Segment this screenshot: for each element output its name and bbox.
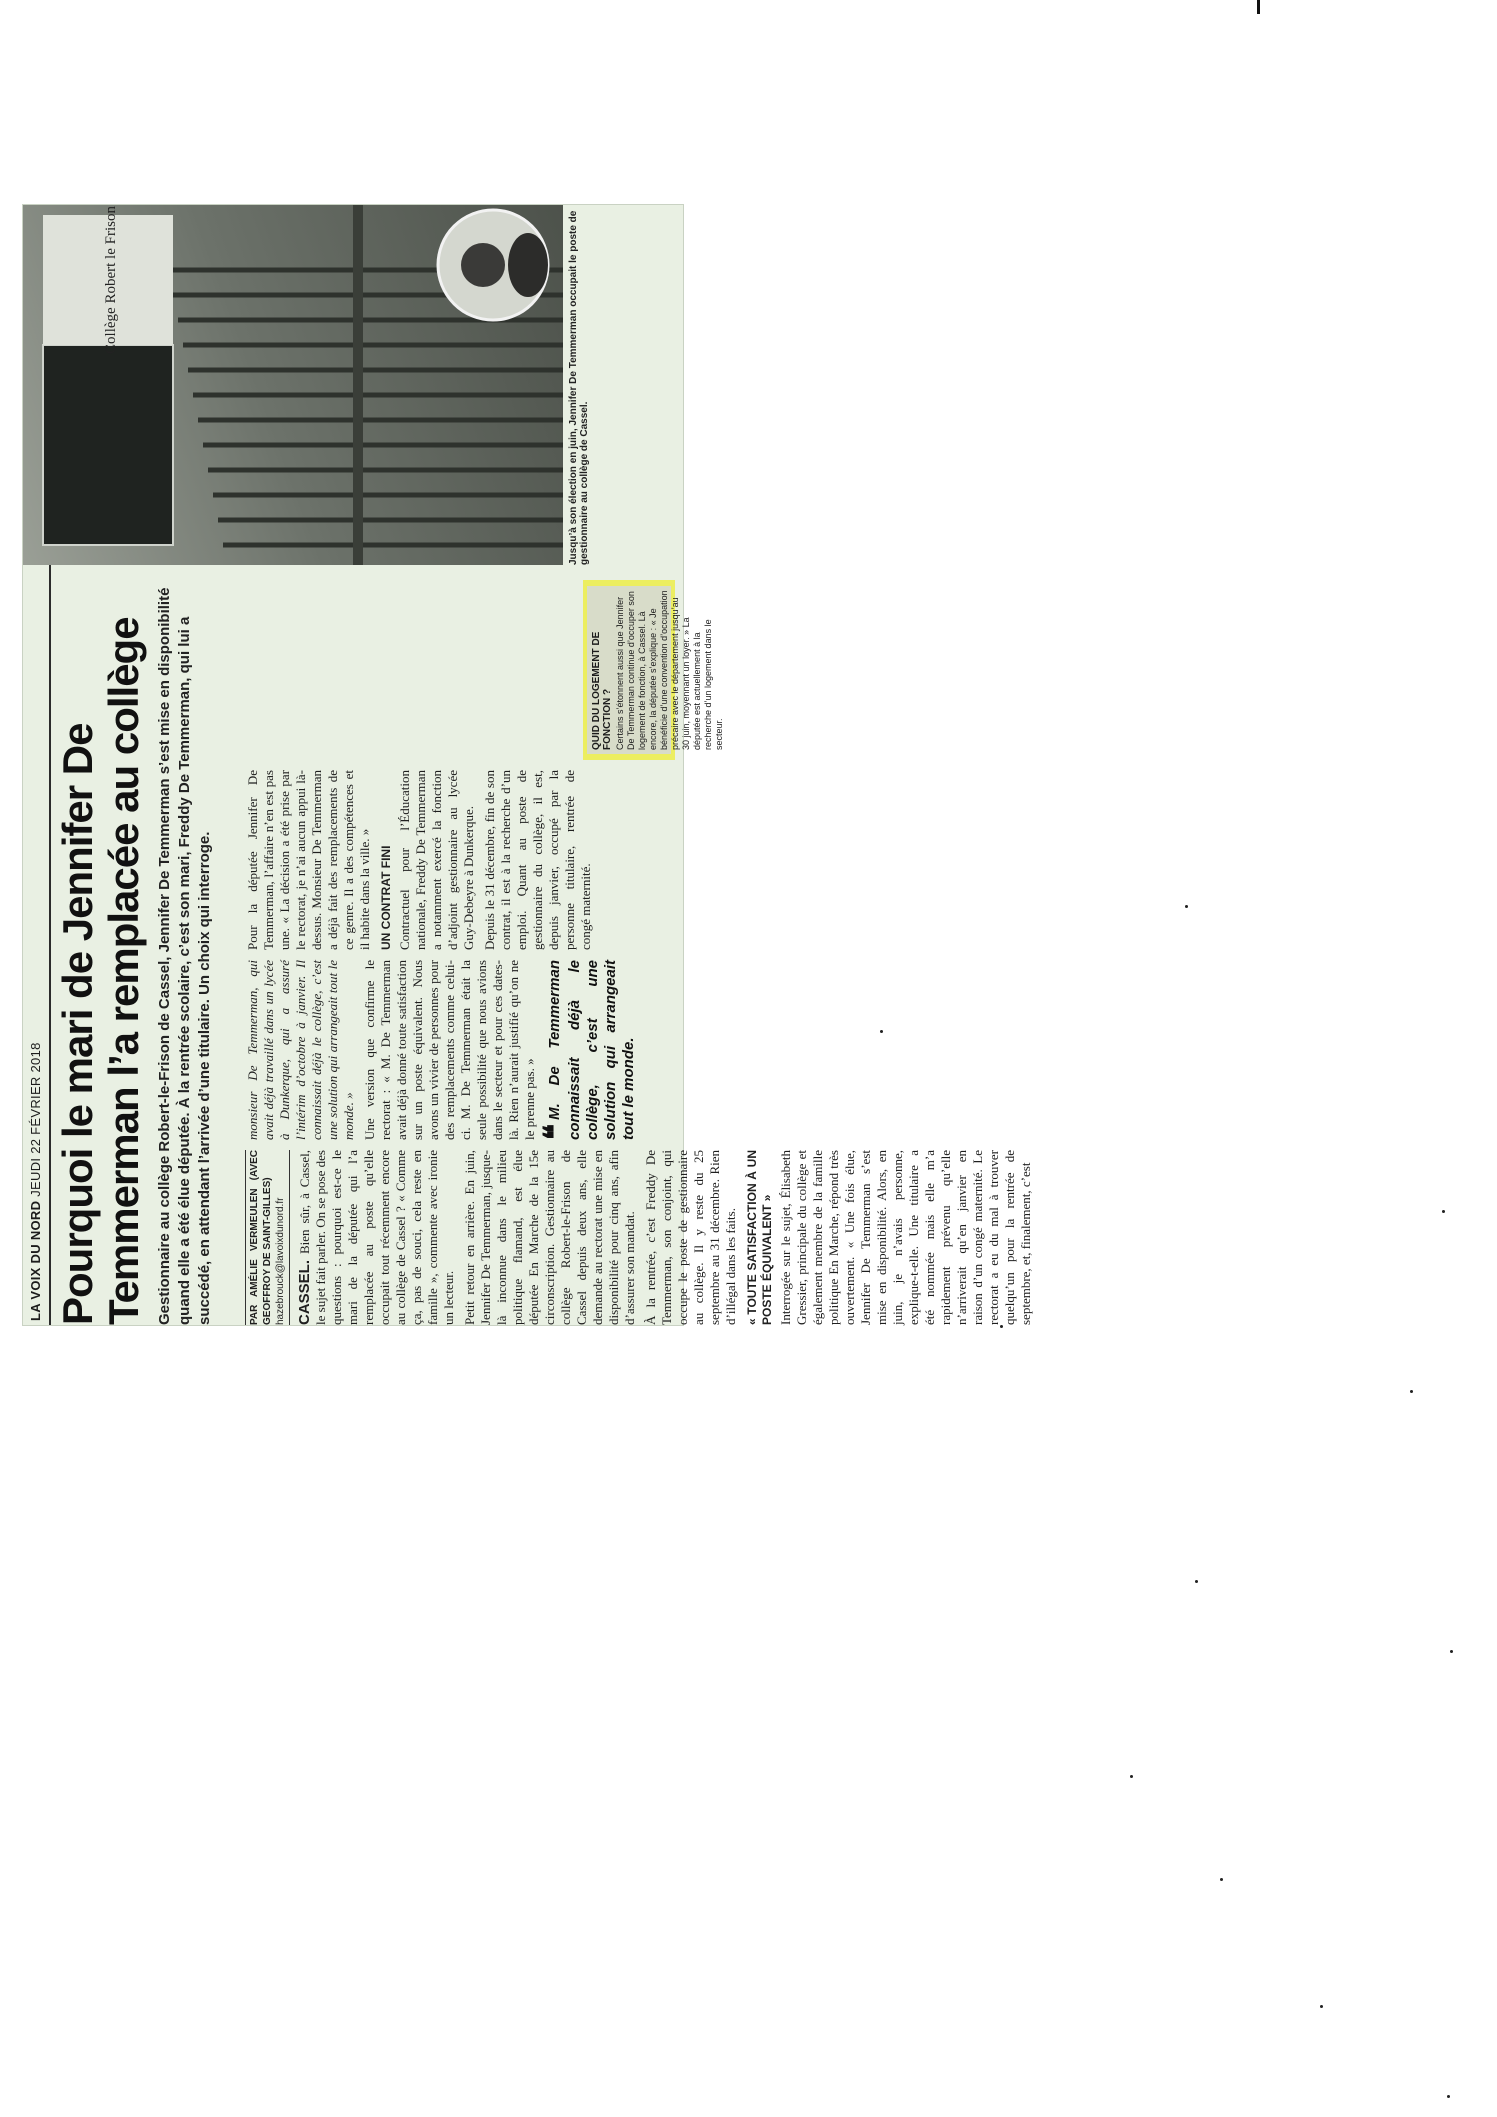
paragraph-text: Bien sûr, à Cassel, le sujet fait parler. On se pose des questions : pourquoi est-ce le mari de la députée qui l’a remplacée au poste qu’elle occupait tout récemment encore au collège de Cassel ? « Comme ça, pas de souci, cela reste en famille », commente avec ironie un lecteur. [297,1150,456,1325]
paragraph: À la rentrée, c’est Freddy De Temmerman, son conjoint, qui occupe le poste de gestionnaire au collège. Il y reste du 25 septembre au 31 décembre. Rien d’illégal dans les faits. [643,1150,738,1325]
sidebar-title: QUID DU LOGEMENT DE FONCTION ? [591,631,613,750]
paragraph: Petit retour en arrière. En juin, Jennifer De Temmerman, jusque-là inconnue dans le milieu politique flamand, est élue députée En Marche de la 15e circonscription. Gestionnaire au collège Robert-le-Frison de Cassel depuis deux ans, elle demande au rectorat une mise en disponibilité pour cinq ans, afin d’assurer son mandat. [462,1150,637,1325]
byline-author: PAR AMÉLIE VERMEULEN [249,1188,260,1325]
article-photo [23,205,563,565]
byline-email: hazebrouck@lavoixdunord.fr [275,1197,286,1325]
scan-speck [1442,1210,1445,1213]
scan-speck [1000,1325,1003,1328]
pull-quote-text: M. De Temmerman connaissait déjà le collège, c’est une solution qui arrangeait tout le monde. [546,960,637,1140]
photo-caption: Jusqu’à son élection en juin, Jennifer De Temmerman occupait le poste de gestionnaire au collège de Cassel. [568,210,590,565]
photo-sign-text: Collège Robert le Frison [103,206,119,354]
scan-speck [1195,1580,1198,1583]
paragraph [296,1150,457,1325]
paragraph: Depuis le 31 décembre, fin de son contrat, il est à la recherche d’un emploi. Quant au poste de gestionnaire du collège, il est, depuis janvier, occupé par la personne titulaire, rentrée de congé maternité. [482,770,593,950]
sidebar-box-inner [587,586,724,754]
newspaper-clipping [23,205,1033,1325]
issue-date: JEUDI 22 FÉVRIER 2018 [28,1042,43,1197]
scan-speck [880,1030,883,1033]
scan-speck [1410,1390,1413,1393]
paragraph: Contractuel pour l’Éducation nationale, Freddy De Temmerman a notamment exercé la fonction d’adjoint gestionnaire au lycée Guy-Debeyre à Dunkerque. [397,770,476,950]
scan-speck [1220,1878,1223,1881]
scan-speck [1130,1775,1133,1778]
scan-speck [1185,905,1188,908]
paragraph: monsieur De Temmerman, qui avait déjà travaillé dans un lycée à Dunkerque, qui a assuré l’intérim d’octobre à janvier. Il connaissait déjà le collège, c’est une solution qui arrangeait tout le monde. » [245,960,356,1140]
byline-with: (AVEC GEOFFROY DE SAINT-GILLES) [249,1149,273,1325]
article-lead: Gestionnaire au collège Robert-le-Frison de Cassel, Jennifer De Temmerman s’est mise en disponibilité quand elle a été élue députée. À la rentrée scolaire, c’est son mari, Freddy De Temmerman, qui lui a succédé, en attendant l’arrivée d’une titulaire. Un choix qui interroge. [156,587,213,1325]
sidebar-text: Certains s’étonnent aussi que Jennifer De Temmerman continue d’occuper son logement de fonction, à Cassel. Là encore, la députée s’explique : « Je bénéficie d’une convention d’occupation précaire avec le département jusqu’au 30 juin, moyennant un loyer. » La députée est actuellement à la recherche d’un logement dans le secteur. [615,590,724,750]
subheading: « TOUTE SATISFACTION À UN POSTE ÉQUIVALENT » [745,1150,774,1325]
masthead [28,1042,43,1321]
paragraph: Interrogée sur le sujet, Élisabeth Gressier, principale du collège et également membre de la famille politique En Marche, répond très ouvertement. « Une fois élue, Jennifer De Temmerman s’est mise en disponibilité. Alors, en juin, je n’avais personne, explique-t-elle. Une titulaire a été nommée mais elle m’a rapidement prévenu qu’elle n’arriverait qu’en janvier en raison d’un congé maternité. Le rectorat a eu du mal à trouver quelqu’un pour la rentrée de septembre, et, finalement, c’est [778,1150,1033,1325]
article-column-1 [245,1150,1039,1325]
quote-mark-icon: ❝ [539,1123,572,1140]
article-column-3 [245,770,599,950]
scan-edge-mark [1257,0,1260,14]
college-entrance-illustration [23,205,563,565]
dateline: CASSEL. [296,1259,313,1325]
sidebar-box [583,580,724,760]
subheading: UN CONTRAT FINI [379,845,393,950]
article-column-2 [245,960,646,1140]
scan-speck [1447,2095,1450,2098]
paragraph: Une version que confirme le rectorat : « M. De Temmerman avait déjà donné toute satisfaction sur un poste équivalent. Nous avons un vivier de personnes pour des remplacements comme celui-ci. M. De Temmerman était la seule possibilité que nous avions dans le secteur et pour ces dates-là. Rien n’aurait justifié qu’on ne le prenne pas. » [362,960,537,1140]
byline [245,1150,290,1325]
article-headline: Pourquoi le mari de Jennifer De Temmerman l’a remplacée au collège [54,617,147,1325]
paragraph: Pour la députée Jennifer De Temmerman, l’affaire n’en est pas une. « La décision a été prise par le rectorat, je n’ai aucun appui là-dessus. Monsieur De Temmerman a déjà fait des remplacements de ce genre. Il a des compétences et il habite dans la ville. » [245,770,372,950]
scan-speck [1450,1650,1453,1653]
scan-speck [1320,2005,1323,2008]
masthead-title: LA VOIX DU NORD [28,1200,43,1321]
pull-quote [539,960,638,1140]
